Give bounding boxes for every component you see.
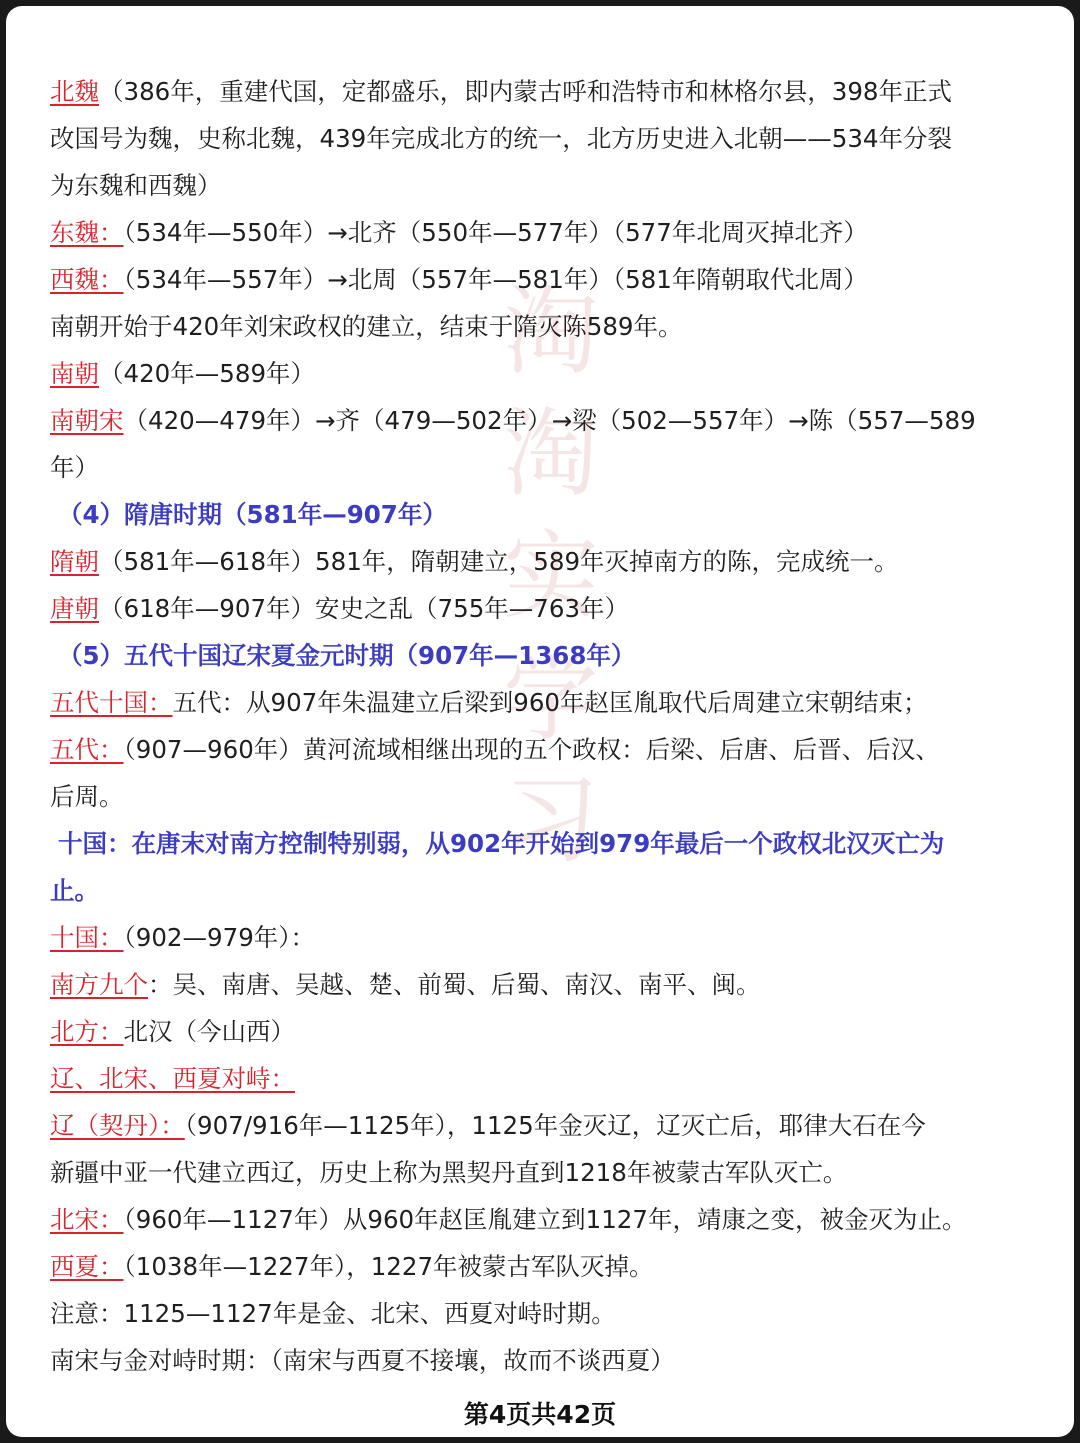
line-text: （907/916年—1125年），1125年金灭辽，辽灭亡后，耶律大石在今 [184,1111,926,1140]
line-text: （1038年—1227年），1227年被蒙古军队灭掉。 [123,1252,654,1281]
line-text: （902—979年）： [123,923,316,952]
line-text: （618年—907年）安史之乱（755年—763年） [99,594,630,623]
line-text: （960年—1127年）从960年赵匡胤建立到1127年，靖康之变，被金灭为止。 [123,1205,967,1234]
text-line [50,1243,1050,1290]
line-text: （907—960年）黄河流域相继出现的五个政权：后梁、后唐、后晋、后汉、 [123,735,940,764]
text-line [50,538,1050,585]
watermark-char: 淘 [503,398,599,510]
dynasty-term: 西夏： [50,1252,124,1281]
text-line [50,350,1050,397]
line-text: （420年—589年） [99,359,316,388]
text-line [50,585,1050,632]
dynasty-term: 辽（契丹）： [50,1111,185,1140]
line-text: 五代：从907年朱温建立后梁到960年赵匡胤取代后周建立宋朝结束； [172,688,928,717]
dynasty-term: 五代十国： [50,688,173,717]
line-text: （420—479年）→齐（479—502年）→梁（502—557年）→陈（557—589 [123,406,976,435]
line-text: 新疆中亚一代建立西辽，历史上称为黑契丹直到1218年被蒙古军队灭亡。 [50,1158,848,1187]
text-line [50,303,1050,350]
line-text: 南宋与金对峙时期：（南宋与西夏不接壤，故而不谈西夏） [50,1346,675,1375]
dynasty-term: 东魏： [50,218,124,247]
line-text: 后周。 [50,782,124,811]
text-line [50,491,1050,538]
watermark-char: 学 [503,642,599,754]
watermark-char: 淘 [503,276,599,388]
text-line [50,256,1050,303]
line-text: ：吴、南唐、吴越、楚、前蜀、后蜀、南汉、南平、闽。 [148,970,761,999]
text-line [50,444,1050,491]
text-line [50,867,1050,914]
page-content [50,68,1050,1384]
dynasty-term: 隋朝 [50,547,99,576]
text-line [50,1149,1050,1196]
dynasty-term: 唐朝 [50,594,99,623]
section-heading: 十国：在唐末对南方控制特别弱，从902年开始到979年最后一个政权北汉灭亡为 [58,829,945,858]
document-page [6,6,1074,1437]
text-line [50,162,1050,209]
watermark-char: 习 [503,764,599,876]
text-line [50,773,1050,820]
line-text: 为东魏和西魏） [50,171,222,200]
text-line [50,1290,1050,1337]
line-text: （534年—550年）→北齐（550年—577年）（577年北周灭掉北齐） [123,218,868,247]
dynasty-term: 南朝 [50,359,99,388]
text-line [50,961,1050,1008]
text-line [50,914,1050,961]
dynasty-term: 北魏 [50,77,99,106]
line-text: （386年，重建代国，定都盛乐，即内蒙古呼和浩特市和林格尔县，398年正式 [99,77,953,106]
line-text: （581年—618年）581年，隋朝建立，589年灭掉南方的陈，完成统一。 [99,547,899,576]
text-line [50,68,1050,115]
line-text: 注意：1125—1127年是金、北宋、西夏对峙时期。 [50,1299,616,1328]
text-line [50,632,1050,679]
dynasty-term: 北宋： [50,1205,124,1234]
heading-continuation: 止。 [50,876,99,905]
dynasty-term: 西魏： [50,265,124,294]
text-line [50,1055,1050,1102]
line-text: 年） [50,453,99,482]
line-text: 北汉（今山西） [123,1017,295,1046]
text-line [50,726,1050,773]
dynasty-term: 南朝宋 [50,406,124,435]
dynasty-term: 五代： [50,735,124,764]
dynasty-term: 十国： [50,923,124,952]
line-text: 改国号为魏，史称北魏，439年完成北方的统一，北方历史进入北朝——534年分裂 [50,124,953,153]
dynasty-term: 南方九个 [50,970,148,999]
watermark-char: 实 [503,520,599,632]
dynasty-term: 北方： [50,1017,124,1046]
text-line [50,1008,1050,1055]
text-line [50,679,1050,726]
section-heading: （4）隋唐时期（581年—907年） [58,500,447,529]
text-line [50,209,1050,256]
text-line [50,1102,1050,1149]
text-line [50,820,1050,867]
text-line [50,1196,1050,1243]
page-number: 第4页共42页 [463,1400,617,1429]
text-line [50,1337,1050,1384]
text-line [50,115,1050,162]
line-text: （534年—557年）→北周（557年—581年）（581年隋朝取代北周） [123,265,868,294]
dynasty-term: 辽、北宋、西夏对峙： [50,1064,295,1093]
line-text: 南朝开始于420年刘宋政权的建立，结束于隋灭陈589年。 [50,312,683,341]
text-line [50,397,1050,444]
section-heading: （5）五代十国辽宋夏金元时期（907年—1368年） [58,641,636,670]
